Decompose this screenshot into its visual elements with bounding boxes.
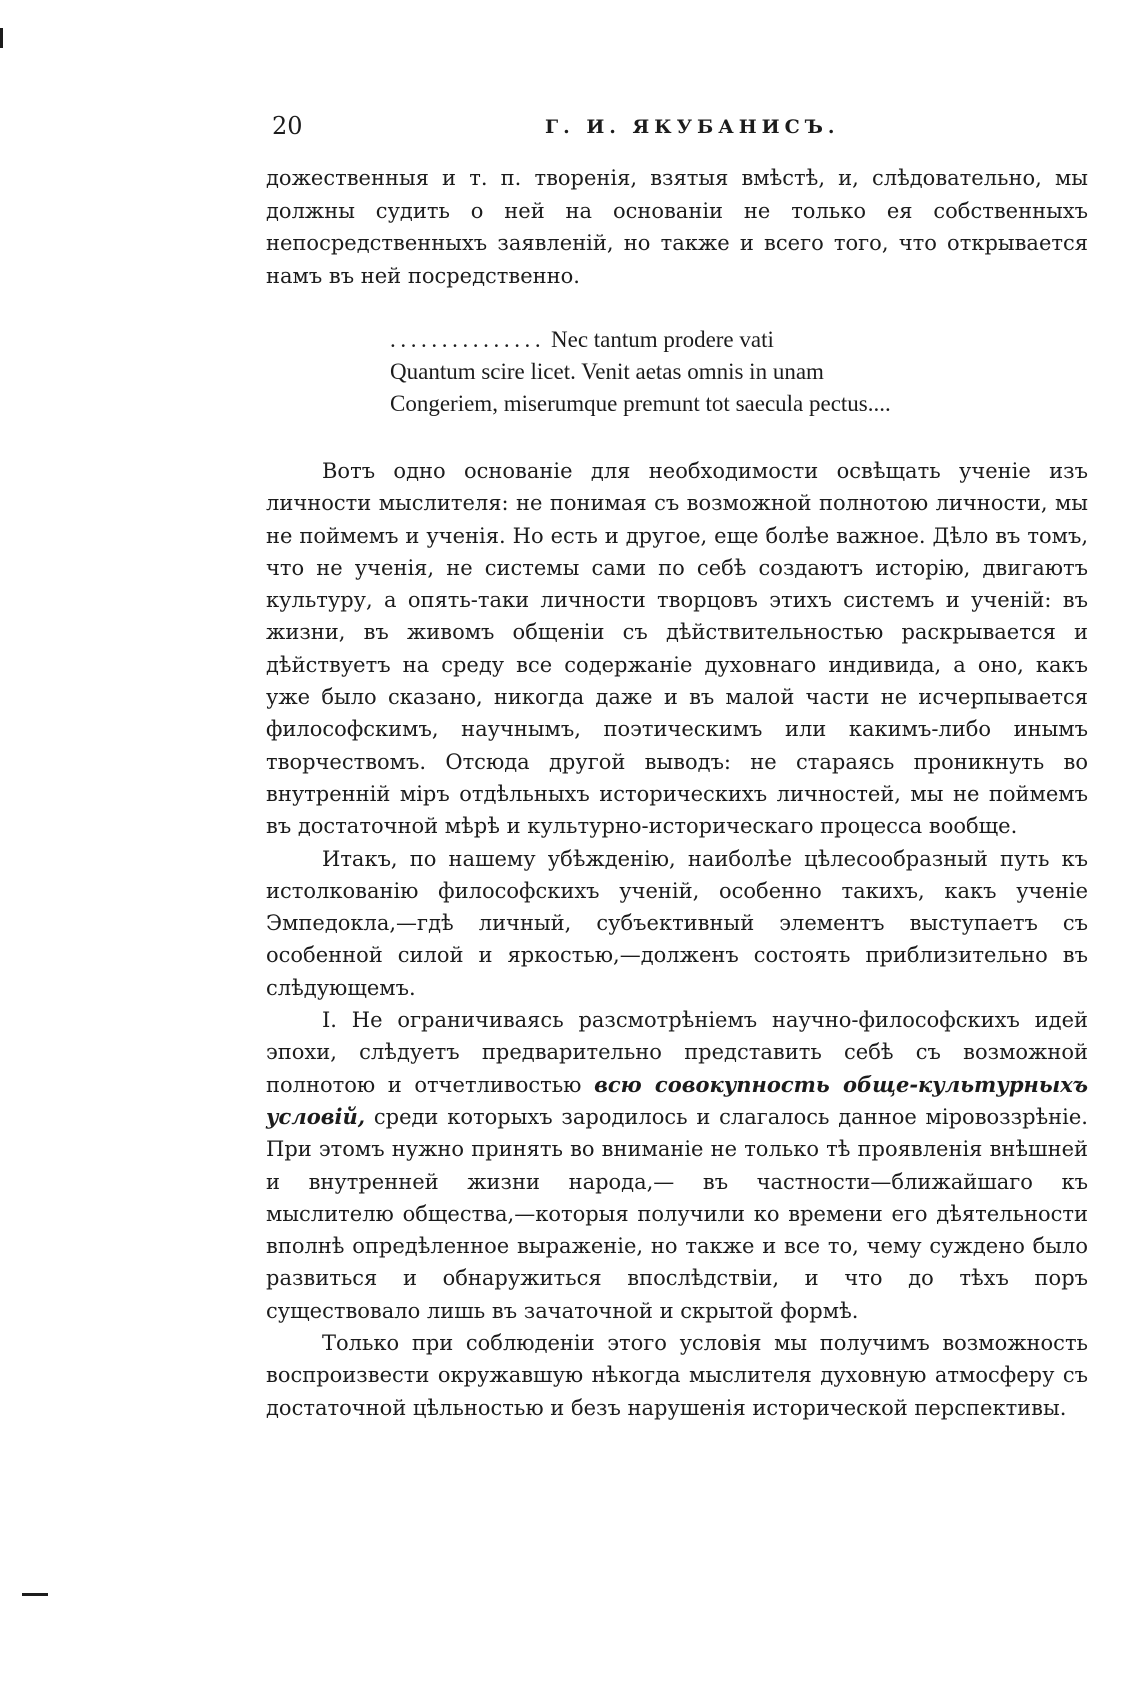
verse-line-1-text: Nec tantum prodere vati: [551, 327, 774, 352]
paragraph-1: Вотъ одно основаніе для необходимости освѣщать ученіе изъ личности мыслителя: не понимая съ возможной полнотою личности, мы не поймемъ и ученія. Но есть и другое, еще болѣе важное. Дѣло въ томъ, что не ученія, не системы сами по себѣ создаютъ исторію, двигаютъ культуру, а опять-таки личности творцовъ этихъ системъ и ученій: въ жизни, въ живомъ общеніи съ дѣйствительностью раскрывается и дѣйствуетъ на среду все содержаніе духовнаго индивида, а оно, какъ уже было сказано, никогда даже и въ малой части не исчерпывается философскимъ, научнымъ, поэтическимъ или какимъ-либо инымъ творчествомъ. Отсюда другой выводъ: не стараясь проникнуть во внутренній міръ отдѣльныхъ историческихъ личностей, мы не поймемъ въ достаточной мѣрѣ и культурно-историческаго процесса вообще.: [266, 459, 1088, 839]
main-text: [266, 455, 1088, 1424]
paragraph-2: Итакъ, по нашему убѣжденію, наиболѣе цѣлесообразный путь къ истолкованію философскихъ ученій, особенно такихъ, какъ ученіе Эмпедокла,—гдѣ личный, субъективный элементъ выступаетъ съ особенной силой и яркостью,—долженъ состоять приблизительно въ слѣдующемъ.: [266, 846, 1088, 1000]
running-head: Г. И. ЯКУБАНИСЪ.: [545, 116, 840, 138]
paragraph-3: [266, 1004, 1088, 1327]
page-number: 20: [272, 112, 303, 140]
scan-mark-bottom-left: [22, 1593, 48, 1596]
paragraph-3-end: среди которыхъ зародилось и слагалось данное міровоззрѣніе. При этомъ нужно принять во вниманіе не только тѣ проявленія внѣшней и внутренней жизни народа,— въ частности—ближайшаго къ мыслителю общества,—которыя получили ко времени его дѣятельности вполнѣ опредѣленное выраженіе, но также и все то, чему суждено было развиться и обнаружиться впослѣдствіи, и что до тѣхъ поръ существовало лишь въ зачаточной и скрытой формѣ.: [266, 1104, 1088, 1323]
paragraph-3-start: I. Не ограничиваясь разсмотрѣніемъ научно-философскихъ идей эпохи, слѣдуетъ предварительно представить себѣ съ возможной полнотою и отчетливостью: [266, 1008, 1088, 1097]
latin-verse-quote: [390, 324, 891, 420]
scan-mark-top-left: [0, 28, 3, 48]
verse-line-1: [390, 324, 891, 356]
opening-paragraph: дожественныя и т. п. творенія, взятыя вмѣстѣ, и, слѣдовательно, мы должны судить о ней на основаніи не только ея собственныхъ непосредственныхъ заявленій, но также и всего того, что открывается намъ въ ней посредственно.: [266, 166, 1088, 288]
verse-line-2: Quantum scire licet. Venit aetas omnis in unam: [390, 359, 824, 384]
opening-paragraph-block: [266, 162, 1088, 292]
verse-line-3: Congeriem, miserumque premunt tot saecula pectus....: [390, 391, 891, 416]
verse-ellipsis: ...............: [390, 327, 546, 352]
paragraph-4: Только при соблюденіи этого условія мы получимъ возможность воспроизвести окружавшую нѣкогда мыслителя духовную атмосферу съ достаточной цѣльностью и безъ нарушенія исторической перспективы.: [266, 1331, 1088, 1420]
paragraph-3-emphasis: всю совокупность обще-культурныхъ условій,: [266, 1071, 1088, 1129]
